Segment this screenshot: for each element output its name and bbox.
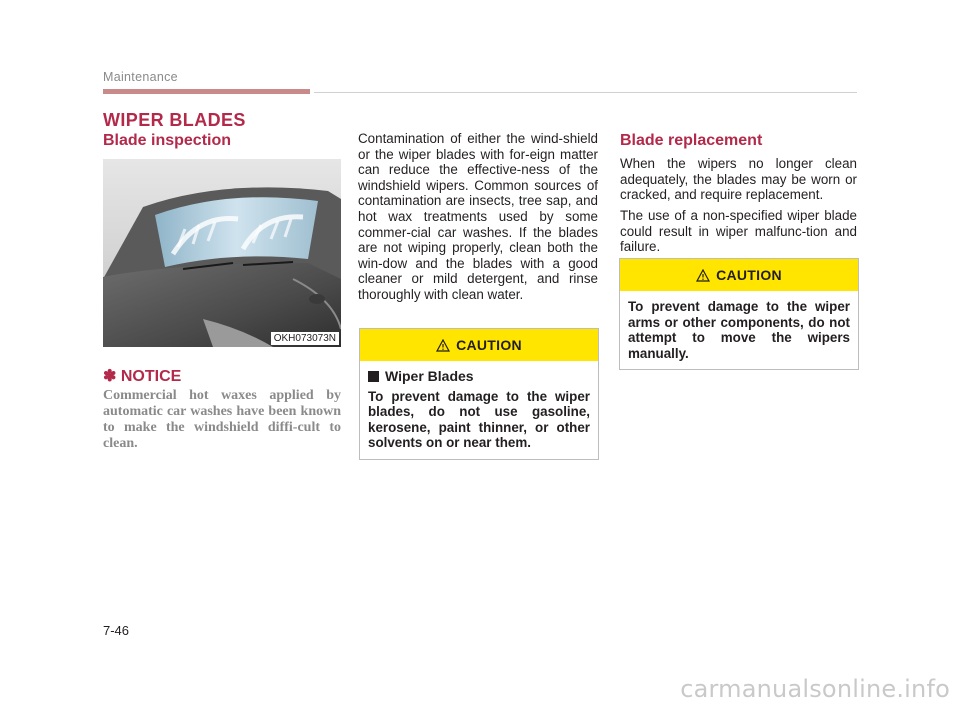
replacement-paragraph-1: When the wipers no longer clean adequately, the blades may be worn or cracked, and require replacement.: [620, 156, 857, 203]
page-title: WIPER BLADES: [103, 110, 246, 130]
notice-body: Commercial hot waxes applied by automatic car washes have been known to make the windshield diffi-cult to clean.: [103, 388, 341, 451]
image-code: OKH073073N: [271, 332, 339, 345]
header-divider: [314, 92, 857, 93]
caution-box-wiper-arms: [619, 258, 859, 370]
replacement-paragraph-2: The use of a non-specified wiper blade could result in wiper malfunc-tion and failure.: [620, 208, 857, 255]
caution-label: CAUTION: [456, 337, 522, 353]
watermark: carmanualsonline.info: [680, 675, 950, 703]
warning-triangle-icon: [436, 339, 450, 352]
page-number: 7-46: [103, 623, 130, 638]
caution-text: To prevent damage to the wiper blades, do not use gasoline, kerosene, paint thinner, or other solvents on or near them.: [368, 388, 590, 451]
heading-blade-inspection: Blade inspection: [103, 132, 232, 149]
header-accent-bar: [103, 89, 310, 94]
section-label: Maintenance: [103, 70, 178, 84]
caution-bullet-heading: [368, 369, 590, 385]
square-bullet-icon: [368, 371, 379, 382]
caution-text: To prevent damage to the wiper arms or other components, do not attempt to move the wipers manually.: [628, 299, 850, 361]
windshield-photo: [103, 159, 341, 347]
heading-blade-replacement: Blade replacement: [620, 132, 763, 149]
caution-header: [360, 329, 598, 361]
caution-body: [360, 361, 598, 459]
caution-label: CAUTION: [716, 267, 782, 283]
contamination-paragraph: Contamination of either the wind-shield or the wiper blades with for-eign matter can reduce the effective-ness of the windshield wipers. Common sources of contamination are insects, tree sap, and hot wax treatments used by some commer-cial car washes. If the blades are not wiping properly, clean both the win-dow and the blades with a good cleaner or mild detergent, and rinse thoroughly with clean water.: [358, 131, 598, 302]
caution-header: [620, 259, 858, 291]
caution-bullet-title: Wiper Blades: [385, 368, 474, 384]
warning-triangle-icon: [696, 269, 710, 282]
caution-box-wiper-blades: [359, 328, 599, 460]
notice-title: ✽ NOTICE: [103, 368, 182, 385]
